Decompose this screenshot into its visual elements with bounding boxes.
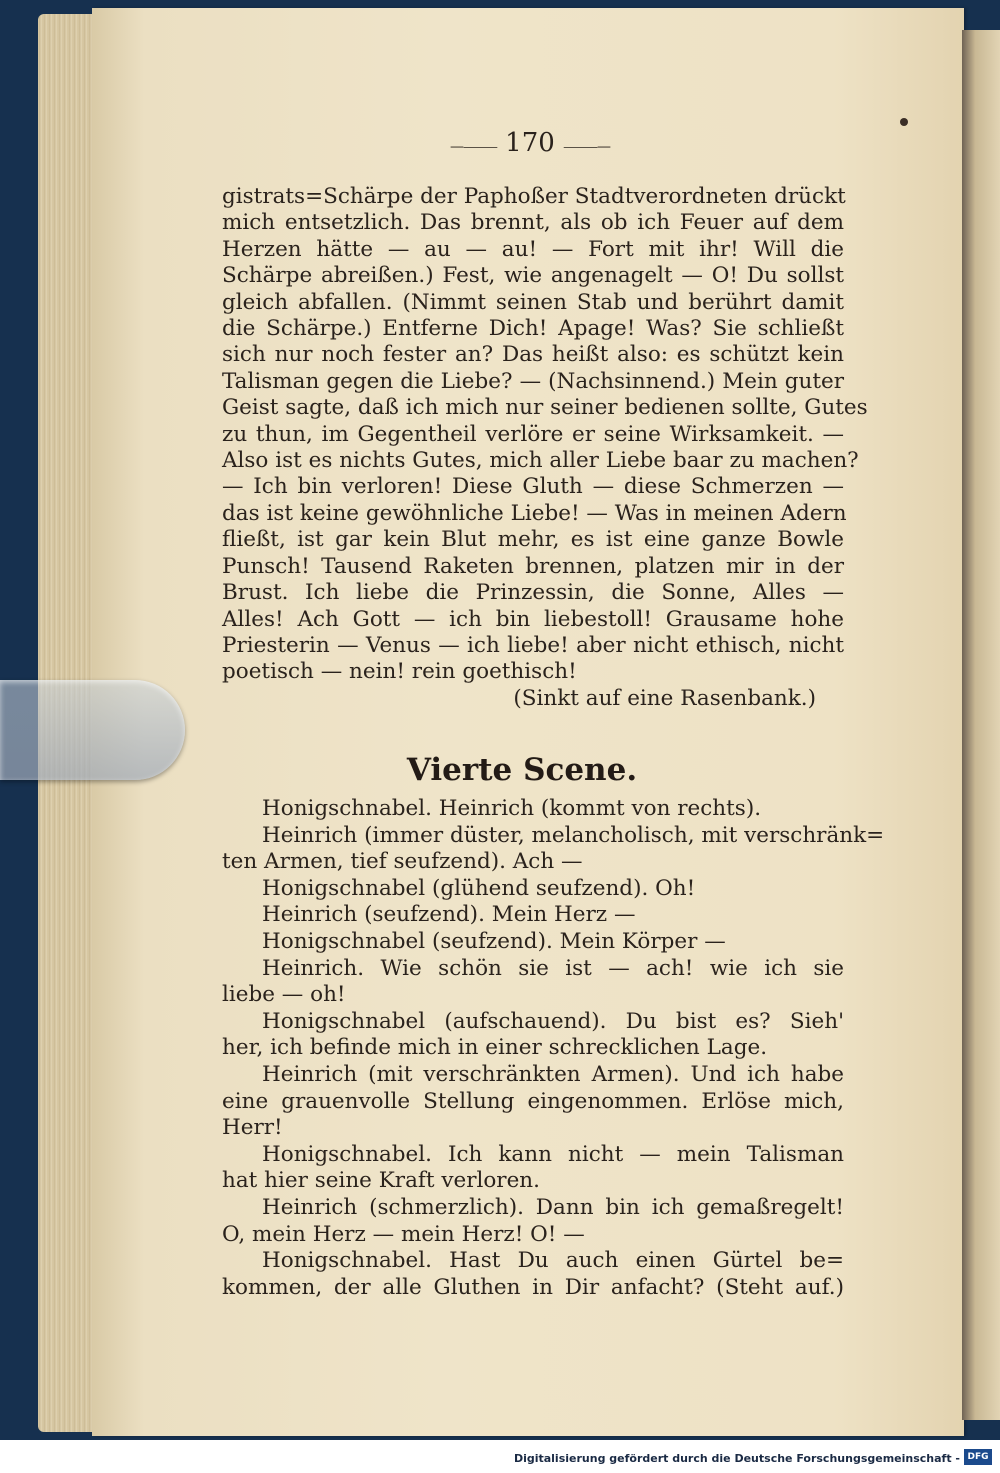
dialogue-line: ten Armen, tief seufzend). Ach — — [222, 849, 583, 875]
text-line: Priesterin — Venus — ich liebe! aber nicht ethisch, nicht — [222, 632, 844, 658]
scene-text — [222, 796, 885, 1301]
dialogue-line: Honigschnabel. Hast Du auch einen Gürtel be= — [262, 1248, 844, 1274]
text-line: Punsch! Tausend Raketen brennen, platzen mir in der — [222, 553, 844, 579]
dialogue-line: Honigschnabel (glühend seufzend). Oh! — [262, 875, 696, 901]
text-line: poetisch — nein! rein goethisch! — [222, 659, 577, 685]
scanner-clip — [0, 680, 185, 780]
text-line: zu thun, im Gegentheil verlöre er seine Wirksamkeit. — — [222, 421, 844, 447]
body-text — [222, 184, 868, 712]
stage-direction: (Sinkt auf eine Rasenbank.) — [513, 685, 816, 711]
dialogue-line: Heinrich (mit verschränkten Armen). Und ich habe — [262, 1061, 844, 1087]
dialogue-line: hat hier seine Kraft verloren. — [222, 1168, 540, 1194]
dialogue-line: eine grauenvolle Stellung eingenommen. Erlöse mich, — [222, 1088, 844, 1114]
dialogue-line: Heinrich (seufzend). Mein Herz — — [262, 902, 636, 928]
dialogue-line: Heinrich (immer düster, melancholisch, mit verschränk= — [262, 822, 885, 848]
dialogue-line: Honigschnabel. Heinrich (kommt von rechts). — [262, 796, 762, 821]
text-line: Herzen hätte — au — au! — Fort mit ihr! Will die — [222, 236, 844, 262]
text-line: Talisman gegen die Liebe? — (Nachsinnend.) Mein guter — [222, 368, 844, 394]
text-line: Brust. Ich liebe die Prinzessin, die Sonne, Alles — — [222, 580, 844, 606]
text-line: Alles! Ach Gott — ich bin liebestoll! Grausame hohe — [222, 606, 844, 632]
dialogue-line: Honigschnabel. Ich kann nicht — mein Talisman — [262, 1141, 844, 1167]
text-line: sich nur noch fester an? Das heißt also: es schützt kein — [222, 342, 844, 368]
text-line: mich entsetzlich. Das brennt, als ob ich Feuer auf dem — [222, 210, 844, 236]
page-number: 170 — [505, 128, 555, 158]
dialogue-line: Heinrich (schmerzlich). Dann bin ich gemaßregelt! — [262, 1194, 844, 1220]
ink-spot — [900, 118, 908, 126]
text-line: Also ist es nichts Gutes, mich aller Liebe baar zu machen? — [222, 448, 859, 474]
book-spine — [962, 30, 1000, 1420]
text-line: gistrats=Schärpe der Paphoßer Stadtverordneten drückt — [222, 184, 846, 209]
dialogue-line: Herr! — [222, 1115, 283, 1141]
dialogue-line: Honigschnabel (aufschauend). Du bist es? Sieh' — [262, 1008, 844, 1034]
footer-credit: Digitalisierung gefördert durch die Deutsche Forschungsgemeinschaft - — [513, 1452, 960, 1465]
dialogue-line: O, mein Herz — mein Herz! O! — — [222, 1221, 585, 1247]
scene-title: Vierte Scene. — [406, 752, 638, 788]
page-header — [440, 128, 620, 158]
text-line: das ist keine gewöhnliche Liebe! — Was in meinen Adern — [222, 500, 847, 526]
text-line: — Ich bin verloren! Diese Gluth — diese Schmerzen — — [222, 474, 844, 500]
dfg-logo: DFG — [964, 1449, 992, 1465]
text-line: Schärpe abreißen.) Fest, wie angenagelt — O! Du sollst — [222, 263, 844, 289]
text-line: gleich abfallen. (Nimmt seinen Stab und berührt damit — [222, 289, 844, 315]
header-ornament-right: ⸻— — [563, 139, 611, 155]
dialogue-line: kommen, der alle Gluthen in Dir anfacht? (Steht auf.) — [222, 1274, 844, 1300]
dialogue-line: liebe — oh! — [222, 982, 346, 1008]
dialogue-line: Honigschnabel (seufzend). Mein Körper — — [262, 928, 726, 954]
header-ornament-left: —⸻ — [449, 139, 497, 155]
text-line: die Schärpe.) Entferne Dich! Apage! Was? Sie schließt — [222, 316, 844, 342]
text-line: fließt, ist gar kein Blut mehr, es ist eine ganze Bowle — [222, 527, 844, 553]
dialogue-line: her, ich befinde mich in einer schrecklichen Lage. — [222, 1035, 768, 1061]
dialogue-line: Heinrich. Wie schön sie ist — ach! wie ich sie — [262, 955, 844, 981]
text-line: Geist sagte, daß ich mich nur seiner bedienen sollte, Gutes — [222, 395, 868, 421]
